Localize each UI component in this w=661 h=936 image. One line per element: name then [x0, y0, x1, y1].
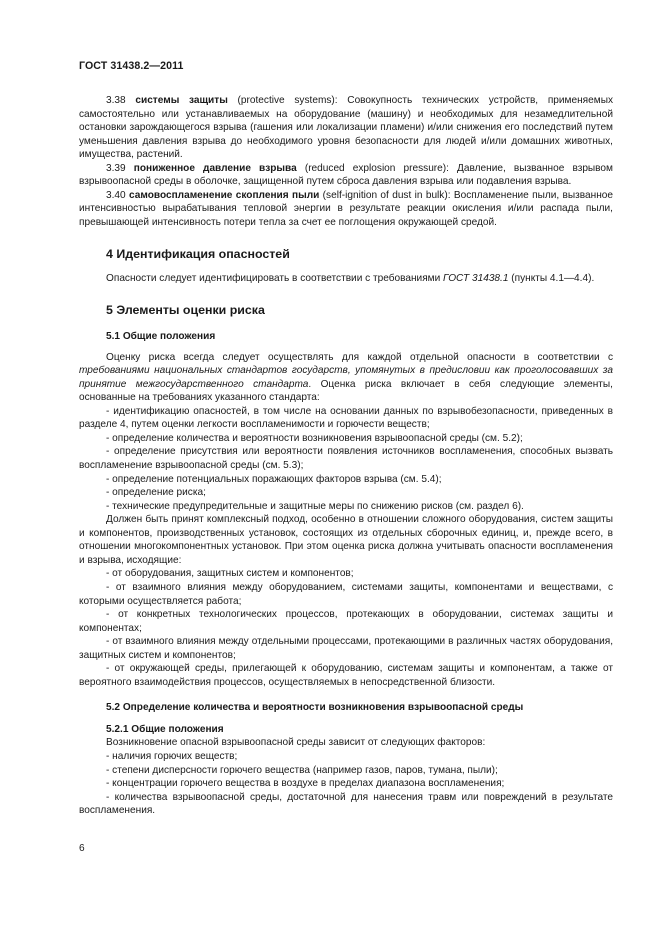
definition-term: самовоспламенение скопления пыли: [129, 189, 320, 201]
paragraph-text-pre: Оценку риска всегда следует осуществлять для каждой отдельной опасности в соответствии с: [106, 351, 613, 363]
section-5-heading: 5 Элементы оценки риска: [106, 302, 265, 317]
list-item: - технические предупредительные и защитные меры по снижению рисков (см. раздел 6).: [106, 500, 524, 512]
definition-term: пониженное давление взрыва: [133, 162, 297, 174]
definition-number: 3.40: [106, 189, 126, 201]
definition-text: (self-ignition of dust in bulk): Воспламенение пыли, вызванное интенсивностью вырабатывания тепловой энергии в результате реакции окисления и/или распада пыли, превышающей интенсивность потери тепла за счет ее поглощения окружающей средой.: [79, 189, 614, 228]
page-number: 6: [79, 843, 85, 854]
definition-term: системы защиты: [135, 95, 228, 106]
list-item: - количества взрывоопасной среды, достаточной для нанесения травм или повреждений в результате воспламенения.: [79, 791, 613, 817]
list-item: - от оборудования, защитных систем и компонентов;: [106, 568, 354, 580]
section-5-1-paragraph-1: [79, 351, 613, 405]
definition-text: (reduced explosion pressure): Давление, вызванное взрывом взрывоопасной среды в оболочке, защищенной путем сброса давления взрыва или подавления взрыва.: [79, 162, 613, 188]
list-item: - от взаимного влияния между оборудованием, системами защиты, компонентами и веществами, с которыми осуществляется работа;: [79, 581, 613, 607]
list-item: - определение количества и вероятности возникновения взрывоопасной среды (см. 5.2);: [106, 432, 523, 444]
definition-number: 3.38: [106, 95, 126, 106]
section-5-2-1-paragraph: Возникновение опасной взрывоопасной среды зависит от следующих факторов:: [106, 737, 486, 749]
list-item: - концентрации горючего вещества в воздухе в пределах диапазона воспламенения;: [106, 778, 505, 790]
definition-3-38: [79, 94, 613, 162]
section-4-heading: 4 Идентификация опасностей: [106, 247, 290, 262]
document-body: [79, 94, 613, 818]
definition-text: (protective systems): Совокупность технических устройств, применяемых самостоятельно или устанавливаемых на оборудование (машину) и необходимых для незамедлительной остановки зарождающегося взрыва (гашения или локализации пламени) и/или снижения его последствий путем уменьшения давления взрыва до необходимого уровня безопасности для людей и/или домашних животных, имущества, растений.: [79, 95, 613, 161]
subsection-5-2-1-heading: 5.2.1 Общие положения: [106, 723, 224, 735]
list-item: - определение риска;: [106, 487, 206, 499]
list-item: - степени дисперсности горючего вещества (например газов, паров, тумана, пыли);: [106, 764, 498, 776]
list-item: - от конкретных технологических процессов, протекающих в оборудовании, системах защиты и компонентах;: [79, 609, 613, 634]
list-item: - определение потенциальных поражающих факторов взрыва (см. 5.4);: [106, 473, 442, 485]
definition-3-40: [79, 189, 613, 230]
list-item: - идентификацию опасностей, в том числе на основании данных по взрывобезопасности, приведенных в разделе 4, путем оценки легкости воспламенимости и горючести веществ;: [79, 405, 613, 431]
section-4-text-pre: Опасности следует идентифицировать в соответствии с требованиями: [106, 273, 444, 285]
subsection-5-2-heading: 5.2 Определение количества и вероятности возникновения взрывоопасной среды: [106, 702, 524, 714]
definition-3-39: [79, 162, 613, 189]
list-item: - от окружающей среды, прилегающей к оборудованию, системам защиты и компонентам, а также от вероятного взаимодействия процессов, осуществляемых в непосредственной близости.: [79, 663, 613, 688]
section-5-1-paragraph-2: Должен быть принят комплексный подход, особенно в отношении сложного оборудования, систем защиты и компонентов, производственных установок, состоящих из отдельных сборочных единиц, и, прежде всего, в отношении многокомпонентных установок. При этом оценка риска должна учитывать опасности воспламенения и взрыва, исходящие:: [79, 514, 613, 566]
section-4-paragraph: [79, 272, 613, 286]
list-item: - от взаимного влияния между отдельными процессами, протекающими в различных частях оборудования, защитных систем и компонентов;: [79, 636, 613, 661]
document-header-code: ГОСТ 31438.2—2011: [79, 60, 184, 72]
list-item: - наличия горючих веществ;: [106, 750, 238, 762]
definition-number: 3.39: [106, 162, 126, 174]
paragraph-text-post: . Оценка риска включает в себя следующие элементы, основанные на требованиях указанного стандарта:: [79, 378, 613, 404]
list-item: - определение присутствия или вероятности появления источников воспламенения, способных вызвать воспламенение взрывоопасной среды (см. 5.3);: [79, 446, 613, 472]
subsection-5-1-heading: 5.1 Общие положения: [106, 331, 216, 343]
paragraph-text-italic: требованиями национальных стандартов государств, упомянутых в предисловии как проголосовавших за принятие межгосударственного стандарта: [79, 365, 613, 390]
standard-reference: ГОСТ 31438.1: [443, 273, 509, 285]
section-4-text-post: (пункты 4.1—4.4).: [508, 273, 595, 285]
